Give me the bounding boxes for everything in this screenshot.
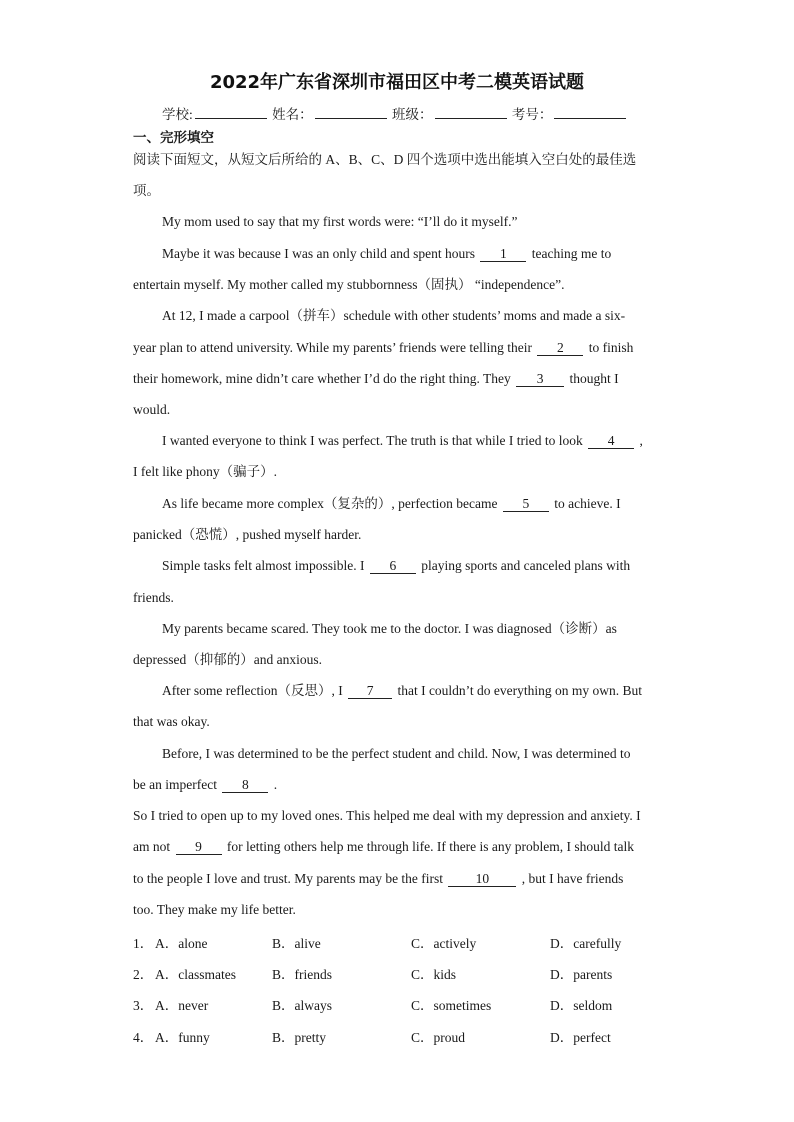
option-a: A．classmates — [155, 967, 236, 982]
answer-blank: 7 — [348, 684, 392, 699]
option-d: D．seldom — [550, 998, 613, 1013]
question-number: 1． — [133, 936, 154, 951]
passage-text: be an imperfect — [133, 777, 217, 792]
passage-line: too. They make my life better. — [133, 902, 296, 917]
instructions-line: 项。 — [133, 183, 160, 198]
question-number: 4． — [133, 1030, 154, 1045]
passage-line — [162, 432, 643, 450]
passage-text: playing sports and canceled plans with — [421, 558, 631, 573]
class-label: 班级： — [392, 107, 433, 122]
answer-blank: 4 — [588, 434, 634, 449]
passage-line: depressed（抑郁的）and anxious. — [133, 652, 322, 667]
passage-text: I wanted everyone to think I was perfect. The truth is that while I tried to look — [162, 433, 583, 448]
option-c: C．kids — [411, 967, 457, 982]
passage-text: After some reflection（反思）, I — [162, 683, 343, 698]
passage-line: I felt like phony（骗子）. — [133, 464, 277, 479]
passage-line: would. — [133, 402, 171, 417]
answer-blank: 5 — [503, 497, 549, 512]
answer-blank: 10 — [448, 872, 516, 887]
number-blank — [554, 105, 626, 119]
option-b: B．always — [272, 998, 332, 1013]
passage-line — [133, 870, 623, 888]
question-number: 3． — [133, 998, 154, 1013]
passage-line — [162, 682, 642, 700]
instructions-line: 阅读下面短文，从短文后所给的 A、B、C、D 四个选项中选出能填入空白处的最佳选 — [133, 152, 637, 167]
passage-text: Simple tasks felt almost impossible. I — [162, 558, 365, 573]
answer-blank: 6 — [370, 559, 416, 574]
passage-line: Before, I was determined to be the perfect student and child. Now, I was determined to — [162, 746, 631, 761]
class-blank — [435, 105, 507, 119]
option-d: D．carefully — [550, 936, 622, 951]
answer-blank: 3 — [516, 372, 564, 387]
passage-text: to the people I love and trust. My parents may be the first — [133, 871, 444, 886]
passage-text: to achieve. I — [554, 496, 621, 511]
passage-text: am not — [133, 839, 171, 854]
answer-blank: 2 — [537, 341, 583, 356]
passage-line — [133, 776, 277, 794]
passage-text: As life became more complex（复杂的）, perfection became — [162, 496, 498, 511]
passage-text: teaching me to — [531, 246, 612, 261]
passage-text: to finish — [588, 340, 634, 355]
passage-line — [162, 495, 621, 513]
passage-text: , — [639, 433, 643, 448]
passage-line: friends. — [133, 590, 174, 605]
answer-blank: 8 — [222, 778, 268, 793]
passage-line: At 12, I made a carpool（拼车）schedule with other students’ moms and made a six- — [162, 308, 626, 323]
answer-blank: 9 — [176, 840, 222, 855]
passage-text: year plan to attend university. While my parents’ friends were telling their — [133, 340, 532, 355]
section-title: 一、完形填空 — [133, 130, 214, 146]
option-b: B．pretty — [272, 1030, 326, 1045]
option-c: C．proud — [411, 1030, 465, 1045]
school-blank — [195, 105, 267, 119]
passage-line: So I tried to open up to my loved ones. This helped me deal with my depression and anxiety. I — [133, 808, 641, 823]
passage-text: their homework, mine didn’t care whether I’d do the right thing. They — [133, 371, 511, 386]
passage-line — [162, 245, 611, 263]
name-blank — [315, 105, 387, 119]
option-b: B．alive — [272, 936, 321, 951]
option-d: D．perfect — [550, 1030, 611, 1045]
number-label: 考号： — [511, 107, 553, 122]
passage-line: My parents became scared. They took me to the doctor. I was diagnosed（诊断）as — [162, 621, 617, 636]
option-a: A．alone — [155, 936, 208, 951]
passage-line: that was okay. — [133, 714, 210, 729]
option-c: C．actively — [411, 936, 477, 951]
passage-text: for letting others help me through life. If there is any problem, I should talk — [226, 839, 635, 854]
passage-line — [133, 370, 619, 388]
passage-text: thought I — [569, 371, 619, 386]
passage-line — [133, 339, 633, 357]
passage-line: panicked（恐慌）, pushed myself harder. — [133, 527, 362, 542]
option-b: B．friends — [272, 967, 332, 982]
school-label: 学校: — [162, 107, 193, 122]
passage-line: My mom used to say that my first words were: “I’ll do it myself.” — [162, 214, 518, 229]
passage-line: entertain myself. My mother called my stubbornness（固执） “independence”. — [133, 277, 565, 292]
passage-text: . — [273, 777, 278, 792]
passage-text: , but I have friends — [521, 871, 624, 886]
student-info-row — [162, 103, 628, 123]
passage-line — [133, 838, 634, 856]
passage-text: that I couldn’t do everything on my own. But — [397, 683, 643, 698]
page-title: 2022年广东省深圳市福田区中考二模英语试题 — [209, 72, 585, 93]
passage-line — [162, 557, 630, 575]
answer-blank: 1 — [480, 247, 526, 262]
option-d: D．parents — [550, 967, 613, 982]
option-c: C．sometimes — [411, 998, 492, 1013]
option-a: A．never — [155, 998, 209, 1013]
passage-text: Maybe it was because I was an only child and spent hours — [162, 246, 476, 261]
option-a: A．funny — [155, 1030, 210, 1045]
question-number: 2． — [133, 967, 154, 982]
name-label: 姓名： — [272, 107, 313, 122]
